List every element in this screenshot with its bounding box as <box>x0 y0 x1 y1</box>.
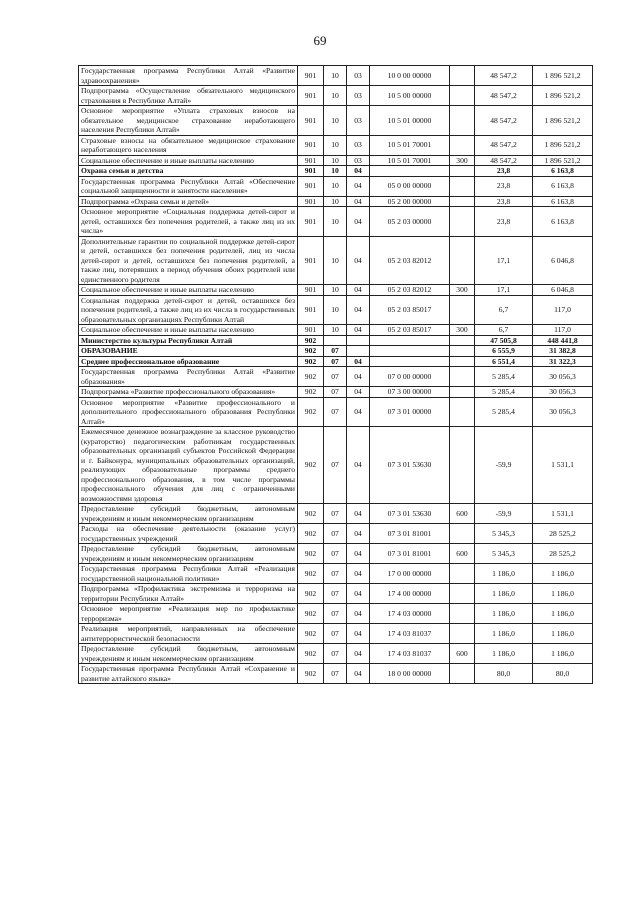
target-article-cell: 05 2 03 82012 <box>370 285 450 296</box>
subsection-code-cell: 04 <box>347 604 370 624</box>
row-name-cell: Страховые взносы на обязательное медицинское страхование неработающего населения <box>79 135 298 155</box>
section-code-cell: 07 <box>324 544 347 564</box>
row-name-cell: Охрана семьи и детства <box>79 166 298 177</box>
amount-change-cell: 48 547,2 <box>475 135 533 155</box>
section-code-cell: 07 <box>324 427 347 504</box>
subsection-code-cell: 04 <box>347 644 370 664</box>
expense-type-cell <box>450 524 475 544</box>
subsection-code-cell: 04 <box>347 285 370 296</box>
ministry-code-cell: 902 <box>298 346 324 357</box>
amount-change-cell: 48 547,2 <box>475 66 533 86</box>
expense-type-cell <box>450 584 475 604</box>
ministry-code-cell: 901 <box>298 66 324 86</box>
table-row <box>79 346 593 357</box>
ministry-code-cell: 901 <box>298 325 324 336</box>
row-name-cell: Основное мероприятие «Уплата страховых взносов на обязательное медицинское страхование неработающего населения Республики Алтай» <box>79 106 298 136</box>
expense-type-cell <box>450 166 475 177</box>
section-code-cell: 07 <box>324 397 347 427</box>
subsection-code-cell: 04 <box>347 166 370 177</box>
target-article-cell: 10 5 01 70001 <box>370 135 450 155</box>
subsection-code-cell: 04 <box>347 176 370 196</box>
expense-type-cell <box>450 135 475 155</box>
target-article-cell: 07 3 01 53630 <box>370 427 450 504</box>
subsection-code-cell: 04 <box>347 196 370 207</box>
section-code-cell: 07 <box>324 564 347 584</box>
target-article-cell <box>370 166 450 177</box>
target-article-cell: 05 2 03 85017 <box>370 325 450 336</box>
target-article-cell: 10 0 00 00000 <box>370 66 450 86</box>
row-name-cell: Основное мероприятие «Реализация мер по профилактике терроризма» <box>79 604 298 624</box>
ministry-code-cell: 902 <box>298 504 324 524</box>
table-row <box>79 196 593 207</box>
expense-type-cell <box>450 106 475 136</box>
row-name-cell: Государственная программа Республики Алтай «Обеспечение социальной защищенности и занятости населения» <box>79 176 298 196</box>
section-code-cell: 07 <box>324 584 347 604</box>
row-name-cell: Основное мероприятие «Социальная поддержка детей-сирот и детей, оставшихся без попечения родителей, а также лиц из их числа» <box>79 207 298 237</box>
amount-change-cell: 1 186,0 <box>475 564 533 584</box>
row-name-cell: Подпрограмма «Профилактика экстремизма и терроризма на территории Республики Алтай» <box>79 584 298 604</box>
target-article-cell: 07 3 00 00000 <box>370 387 450 398</box>
subsection-code-cell: 04 <box>347 295 370 325</box>
row-name-cell: Подпрограмма «Осуществление обязательного медицинского страхования в Республике Алтай» <box>79 86 298 106</box>
row-name-cell: Государственная программа Республики Алтай «Развитие здравоохранения» <box>79 66 298 86</box>
subsection-code-cell: 03 <box>347 155 370 166</box>
expense-type-cell <box>450 397 475 427</box>
expense-type-cell <box>450 236 475 285</box>
page-number: 69 <box>313 33 327 48</box>
amount-change-cell: 80,0 <box>475 664 533 684</box>
expense-type-cell <box>450 346 475 357</box>
section-code-cell: 07 <box>324 346 347 357</box>
amount-change-cell: -59,9 <box>475 504 533 524</box>
amount-change-cell: 1 186,0 <box>475 584 533 604</box>
subsection-code-cell: 04 <box>347 236 370 285</box>
row-name-cell: ОБРАЗОВАНИЕ <box>79 346 298 357</box>
subsection-code-cell: 04 <box>347 325 370 336</box>
section-code-cell: 07 <box>324 387 347 398</box>
expense-type-cell <box>450 604 475 624</box>
amount-change-cell: 5 345,3 <box>475 544 533 564</box>
expense-type-cell: 600 <box>450 544 475 564</box>
amount-total-cell: 6 163,8 <box>533 207 593 237</box>
amount-total-cell: 6 163,8 <box>533 166 593 177</box>
row-name-cell: Предоставление субсидий бюджетным, автономным учреждениям и иным некоммерческим организациям <box>79 544 298 564</box>
amount-total-cell: 1 186,0 <box>533 604 593 624</box>
subsection-code-cell: 04 <box>347 664 370 684</box>
table-row <box>79 644 593 664</box>
ministry-code-cell: 901 <box>298 86 324 106</box>
target-article-cell: 05 0 00 00000 <box>370 176 450 196</box>
ministry-code-cell: 901 <box>298 166 324 177</box>
ministry-code-cell: 902 <box>298 524 324 544</box>
target-article-cell: 05 2 03 85017 <box>370 295 450 325</box>
section-code-cell: 10 <box>324 236 347 285</box>
expense-type-cell <box>450 66 475 86</box>
table-row <box>79 207 593 237</box>
expense-type-cell <box>450 295 475 325</box>
subsection-code-cell: 03 <box>347 135 370 155</box>
subsection-code-cell: 04 <box>347 397 370 427</box>
subsection-code-cell: 04 <box>347 564 370 584</box>
amount-change-cell: 48 547,2 <box>475 155 533 166</box>
amount-total-cell: 30 056,3 <box>533 387 593 398</box>
target-article-cell: 07 0 00 00000 <box>370 367 450 387</box>
amount-change-cell: 23,8 <box>475 207 533 237</box>
table-row <box>79 285 593 296</box>
table-row <box>79 624 593 644</box>
section-code-cell: 10 <box>324 86 347 106</box>
subsection-code-cell: 04 <box>347 207 370 237</box>
table-row <box>79 564 593 584</box>
amount-total-cell: 80,0 <box>533 664 593 684</box>
table-row <box>79 387 593 398</box>
section-code-cell: 07 <box>324 664 347 684</box>
row-name-cell: Расходы на обеспечение деятельности (оказание услуг) государственных учреждений <box>79 524 298 544</box>
table-row <box>79 356 593 367</box>
amount-total-cell: 30 056,3 <box>533 397 593 427</box>
row-name-cell: Министерство культуры Республики Алтай <box>79 335 298 346</box>
ministry-code-cell: 902 <box>298 367 324 387</box>
amount-change-cell: 23,8 <box>475 166 533 177</box>
ministry-code-cell: 902 <box>298 624 324 644</box>
target-article-cell: 07 3 01 81001 <box>370 544 450 564</box>
amount-change-cell: -59,9 <box>475 427 533 504</box>
section-code-cell: 10 <box>324 176 347 196</box>
amount-total-cell: 6 046,8 <box>533 236 593 285</box>
expense-type-cell <box>450 564 475 584</box>
ministry-code-cell: 902 <box>298 544 324 564</box>
row-name-cell: Социальная поддержка детей-сирот и детей, оставшихся без попечения родителей, а также лиц из их числа в государственных образовательных организациях Республики Алтай <box>79 295 298 325</box>
target-article-cell: 10 5 01 70001 <box>370 155 450 166</box>
target-article-cell: 17 4 03 00000 <box>370 604 450 624</box>
amount-total-cell: 1 896 521,2 <box>533 66 593 86</box>
table-row <box>79 176 593 196</box>
ministry-code-cell: 902 <box>298 584 324 604</box>
amount-change-cell: 5 285,4 <box>475 367 533 387</box>
subsection-code-cell: 04 <box>347 504 370 524</box>
section-code-cell: 10 <box>324 155 347 166</box>
row-name-cell: Реализация мероприятий, направленных на обеспечение антитеррористической безопасности <box>79 624 298 644</box>
section-code-cell: 10 <box>324 285 347 296</box>
expense-type-cell: 300 <box>450 325 475 336</box>
expense-type-cell <box>450 427 475 504</box>
expense-type-cell <box>450 176 475 196</box>
amount-change-cell: 6 555,9 <box>475 346 533 357</box>
ministry-code-cell: 901 <box>298 285 324 296</box>
subsection-code-cell <box>347 335 370 346</box>
amount-change-cell: 1 186,0 <box>475 624 533 644</box>
target-article-cell: 17 4 03 81037 <box>370 644 450 664</box>
amount-change-cell: 5 285,4 <box>475 387 533 398</box>
ministry-code-cell: 901 <box>298 135 324 155</box>
amount-total-cell: 1 896 521,2 <box>533 135 593 155</box>
row-name-cell: Ежемесячное денежное вознаграждение за классное руководство (кураторство) педагогическим работникам государственных образовательных организаций субъектов Российской Федерации и г. Байконура, муниципальных образовательных организаций, реализующих образовательные программы среднего профессионального образования, в том числе программы профессионального обучения для лиц с ограниченными возможностями здоровья <box>79 427 298 504</box>
subsection-code-cell: 04 <box>347 524 370 544</box>
amount-total-cell: 6 046,8 <box>533 285 593 296</box>
section-code-cell: 10 <box>324 295 347 325</box>
amount-change-cell: 47 505,8 <box>475 335 533 346</box>
ministry-code-cell: 902 <box>298 397 324 427</box>
table-row <box>79 86 593 106</box>
amount-total-cell: 28 525,2 <box>533 524 593 544</box>
expense-type-cell <box>450 196 475 207</box>
amount-total-cell: 6 163,8 <box>533 176 593 196</box>
table-row <box>79 66 593 86</box>
amount-total-cell: 117,0 <box>533 325 593 336</box>
expense-type-cell: 300 <box>450 285 475 296</box>
expense-type-cell: 600 <box>450 644 475 664</box>
row-name-cell: Государственная программа Республики Алтай «Реализация государственной национальной политики» <box>79 564 298 584</box>
amount-total-cell: 31 322,3 <box>533 356 593 367</box>
amount-total-cell: 117,0 <box>533 295 593 325</box>
amount-change-cell: 1 186,0 <box>475 644 533 664</box>
ministry-code-cell: 901 <box>298 155 324 166</box>
expense-type-cell <box>450 664 475 684</box>
ministry-code-cell: 901 <box>298 295 324 325</box>
amount-change-cell: 5 285,4 <box>475 397 533 427</box>
amount-total-cell: 1 186,0 <box>533 584 593 604</box>
row-name-cell: Государственная программа Республики Алтай «Развитие образования» <box>79 367 298 387</box>
amount-total-cell: 1 531,1 <box>533 504 593 524</box>
amount-total-cell: 1 186,0 <box>533 624 593 644</box>
table-row <box>79 135 593 155</box>
table-row <box>79 166 593 177</box>
section-code-cell: 07 <box>324 644 347 664</box>
ministry-code-cell: 902 <box>298 604 324 624</box>
table-row <box>79 155 593 166</box>
amount-change-cell: 17,1 <box>475 285 533 296</box>
amount-total-cell: 1 896 521,2 <box>533 106 593 136</box>
ministry-code-cell: 901 <box>298 207 324 237</box>
subsection-code-cell: 04 <box>347 427 370 504</box>
budget-table <box>78 65 593 684</box>
ministry-code-cell: 902 <box>298 564 324 584</box>
amount-total-cell: 1 186,0 <box>533 564 593 584</box>
amount-change-cell: 23,8 <box>475 176 533 196</box>
amount-change-cell: 1 186,0 <box>475 604 533 624</box>
amount-total-cell: 1 896 521,2 <box>533 155 593 166</box>
expense-type-cell <box>450 387 475 398</box>
row-name-cell: Предоставление субсидий бюджетным, автономным учреждениям и иным некоммерческим организациям <box>79 644 298 664</box>
expense-type-cell <box>450 86 475 106</box>
target-article-cell: 17 0 00 00000 <box>370 564 450 584</box>
section-code-cell: 07 <box>324 367 347 387</box>
table-row <box>79 504 593 524</box>
amount-change-cell: 48 547,2 <box>475 106 533 136</box>
subsection-code-cell: 04 <box>347 367 370 387</box>
subsection-code-cell: 03 <box>347 86 370 106</box>
amount-change-cell: 6 551,4 <box>475 356 533 367</box>
row-name-cell: Социальное обеспечение и иные выплаты населению <box>79 285 298 296</box>
ministry-code-cell: 902 <box>298 335 324 346</box>
target-article-cell: 07 3 01 00000 <box>370 397 450 427</box>
target-article-cell <box>370 346 450 357</box>
subsection-code-cell: 04 <box>347 387 370 398</box>
table-row <box>79 544 593 564</box>
ministry-code-cell: 901 <box>298 176 324 196</box>
section-code-cell: 07 <box>324 624 347 644</box>
section-code-cell: 07 <box>324 504 347 524</box>
row-name-cell: Подпрограмма «Охрана семьи и детей» <box>79 196 298 207</box>
table-row <box>79 236 593 285</box>
section-code-cell: 07 <box>324 524 347 544</box>
section-code-cell: 10 <box>324 166 347 177</box>
row-name-cell: Дополнительные гарантии по социальной поддержке детей-сирот и детей, оставшихся без попечения родителей, лиц из числа детей-сирот и детей, оставшихся без попечения родителей, а также лиц, потерявших в период обучения обоих родителей или единственного родителя <box>79 236 298 285</box>
table-row <box>79 427 593 504</box>
target-article-cell: 18 0 00 00000 <box>370 664 450 684</box>
expense-type-cell <box>450 367 475 387</box>
ministry-code-cell: 901 <box>298 236 324 285</box>
ministry-code-cell: 901 <box>298 196 324 207</box>
row-name-cell: Основное мероприятие «Развитие профессионального и дополнительного профессионального образования Республики Алтай» <box>79 397 298 427</box>
target-article-cell: 05 2 03 82012 <box>370 236 450 285</box>
table-body <box>79 66 593 684</box>
amount-total-cell: 30 056,3 <box>533 367 593 387</box>
expense-type-cell <box>450 624 475 644</box>
amount-total-cell: 448 441,8 <box>533 335 593 346</box>
subsection-code-cell <box>347 346 370 357</box>
target-article-cell: 05 2 00 00000 <box>370 196 450 207</box>
target-article-cell: 07 3 01 53630 <box>370 504 450 524</box>
target-article-cell: 10 5 01 00000 <box>370 106 450 136</box>
expense-type-cell <box>450 207 475 237</box>
table-row <box>79 524 593 544</box>
expense-type-cell: 600 <box>450 504 475 524</box>
subsection-code-cell: 04 <box>347 584 370 604</box>
target-article-cell: 10 5 00 00000 <box>370 86 450 106</box>
table-row <box>79 584 593 604</box>
row-name-cell: Государственная программа Республики Алтай «Сохранение и развитие алтайского языка» <box>79 664 298 684</box>
target-article-cell: 07 3 01 81001 <box>370 524 450 544</box>
subsection-code-cell: 04 <box>347 624 370 644</box>
table-row <box>79 367 593 387</box>
ministry-code-cell: 902 <box>298 356 324 367</box>
section-code-cell: 10 <box>324 325 347 336</box>
section-code-cell: 07 <box>324 356 347 367</box>
section-code-cell: 10 <box>324 207 347 237</box>
section-code-cell <box>324 335 347 346</box>
expense-type-cell: 300 <box>450 155 475 166</box>
expense-type-cell <box>450 335 475 346</box>
amount-total-cell: 6 163,8 <box>533 196 593 207</box>
amount-change-cell: 17,1 <box>475 236 533 285</box>
ministry-code-cell: 901 <box>298 106 324 136</box>
target-article-cell: 17 4 00 00000 <box>370 584 450 604</box>
section-code-cell: 10 <box>324 135 347 155</box>
subsection-code-cell: 04 <box>347 544 370 564</box>
table-row <box>79 335 593 346</box>
subsection-code-cell: 04 <box>347 356 370 367</box>
row-name-cell: Среднее профессиональное образование <box>79 356 298 367</box>
target-article-cell: 05 2 03 00000 <box>370 207 450 237</box>
table-row <box>79 664 593 684</box>
table-row <box>79 106 593 136</box>
target-article-cell <box>370 335 450 346</box>
row-name-cell: Подпрограмма «Развитие профессионального образования» <box>79 387 298 398</box>
ministry-code-cell: 902 <box>298 664 324 684</box>
target-article-cell: 17 4 03 81037 <box>370 624 450 644</box>
section-code-cell: 10 <box>324 66 347 86</box>
expense-type-cell <box>450 356 475 367</box>
row-name-cell: Предоставление субсидий бюджетным, автономным учреждениям и иным некоммерческим организациям <box>79 504 298 524</box>
amount-change-cell: 5 345,3 <box>475 524 533 544</box>
ministry-code-cell: 902 <box>298 387 324 398</box>
subsection-code-cell: 03 <box>347 66 370 86</box>
row-name-cell: Социальное обеспечение и иные выплаты населению <box>79 155 298 166</box>
target-article-cell <box>370 356 450 367</box>
section-code-cell: 10 <box>324 196 347 207</box>
amount-change-cell: 48 547,2 <box>475 86 533 106</box>
table-row <box>79 295 593 325</box>
table-row <box>79 325 593 336</box>
subsection-code-cell: 03 <box>347 106 370 136</box>
amount-total-cell: 31 382,8 <box>533 346 593 357</box>
amount-total-cell: 28 525,2 <box>533 544 593 564</box>
row-name-cell: Социальное обеспечение и иные выплаты населению <box>79 325 298 336</box>
amount-change-cell: 23,8 <box>475 196 533 207</box>
amount-total-cell: 1 531,1 <box>533 427 593 504</box>
amount-change-cell: 6,7 <box>475 295 533 325</box>
ministry-code-cell: 902 <box>298 644 324 664</box>
section-code-cell: 07 <box>324 604 347 624</box>
amount-total-cell: 1 186,0 <box>533 644 593 664</box>
table-row <box>79 604 593 624</box>
section-code-cell: 10 <box>324 106 347 136</box>
ministry-code-cell: 902 <box>298 427 324 504</box>
amount-total-cell: 1 896 521,2 <box>533 86 593 106</box>
amount-change-cell: 6,7 <box>475 325 533 336</box>
table-row <box>79 397 593 427</box>
